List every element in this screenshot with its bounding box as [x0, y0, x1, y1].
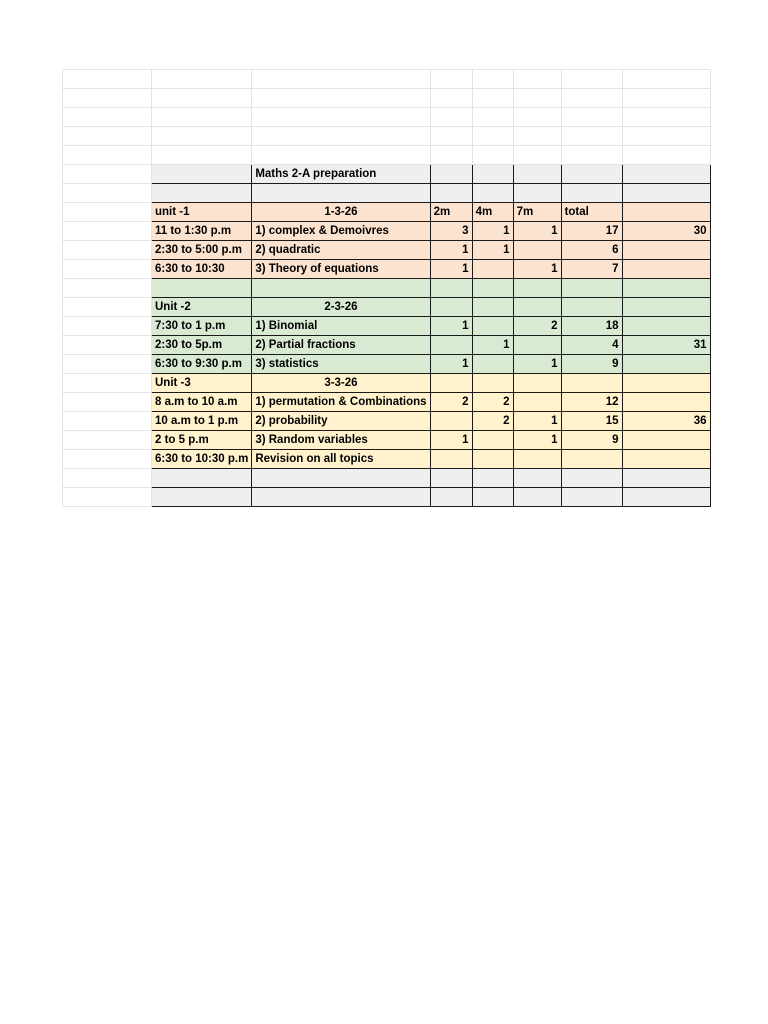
marks-2m-cell[interactable]: 2 — [430, 393, 472, 412]
cell[interactable] — [472, 127, 513, 146]
cell[interactable] — [430, 127, 472, 146]
cell[interactable] — [252, 146, 430, 165]
marks-4m-cell[interactable]: 1 — [472, 336, 513, 355]
total-cell[interactable]: 6 — [561, 241, 622, 260]
cell[interactable] — [561, 108, 622, 127]
topic-cell[interactable]: 2) probability — [252, 412, 430, 431]
cell[interactable] — [63, 89, 152, 108]
topic-cell[interactable]: 1) permutation & Combinations — [252, 393, 430, 412]
cell[interactable] — [472, 374, 513, 393]
cell[interactable] — [152, 89, 252, 108]
cell[interactable] — [63, 279, 152, 298]
cell[interactable] — [622, 298, 710, 317]
cell[interactable] — [63, 70, 152, 89]
cell[interactable] — [472, 165, 513, 184]
cell[interactable] — [252, 108, 430, 127]
total-cell[interactable]: 9 — [561, 431, 622, 450]
cell[interactable] — [513, 298, 561, 317]
cell[interactable] — [252, 184, 430, 203]
marks-2m-cell[interactable] — [430, 336, 472, 355]
cell[interactable] — [472, 184, 513, 203]
cell[interactable] — [63, 374, 152, 393]
cell[interactable] — [152, 165, 252, 184]
cell[interactable] — [561, 146, 622, 165]
marks-4m-cell[interactable] — [472, 355, 513, 374]
cell[interactable] — [63, 165, 152, 184]
unit-total-cell[interactable] — [622, 317, 710, 336]
cell[interactable] — [513, 146, 561, 165]
cell[interactable] — [472, 488, 513, 507]
marks-2m-cell[interactable] — [430, 450, 472, 469]
topic-cell[interactable]: 1) Binomial — [252, 317, 430, 336]
cell[interactable] — [561, 70, 622, 89]
cell[interactable] — [63, 412, 152, 431]
unit-total-cell[interactable] — [622, 260, 710, 279]
cell[interactable] — [472, 146, 513, 165]
unit-date[interactable]: 2-3-26 — [252, 298, 430, 317]
marks-7m-cell[interactable] — [513, 336, 561, 355]
cell[interactable] — [561, 279, 622, 298]
cell[interactable] — [152, 146, 252, 165]
total-cell[interactable]: 12 — [561, 393, 622, 412]
marks-4m-cell[interactable] — [472, 317, 513, 336]
time-cell[interactable]: 2 to 5 p.m — [152, 431, 252, 450]
cell[interactable] — [252, 89, 430, 108]
total-cell[interactable]: 15 — [561, 412, 622, 431]
topic-cell[interactable]: 3) statistics — [252, 355, 430, 374]
header-4m[interactable]: 4m — [472, 203, 513, 222]
cell[interactable] — [622, 146, 710, 165]
marks-4m-cell[interactable] — [472, 431, 513, 450]
unit-total-cell[interactable] — [622, 393, 710, 412]
marks-2m-cell[interactable]: 1 — [430, 317, 472, 336]
topic-cell[interactable]: Revision on all topics — [252, 450, 430, 469]
cell[interactable] — [63, 355, 152, 374]
cell[interactable] — [561, 89, 622, 108]
cell[interactable] — [513, 165, 561, 184]
cell[interactable] — [63, 241, 152, 260]
cell[interactable] — [252, 70, 430, 89]
total-cell[interactable] — [561, 450, 622, 469]
spreadsheet-table — [62, 69, 711, 507]
total-cell[interactable]: 9 — [561, 355, 622, 374]
cell[interactable] — [430, 165, 472, 184]
marks-2m-cell[interactable]: 1 — [430, 241, 472, 260]
cell[interactable] — [152, 279, 252, 298]
cell[interactable] — [152, 469, 252, 488]
marks-7m-cell[interactable] — [513, 393, 561, 412]
marks-2m-cell[interactable]: 1 — [430, 431, 472, 450]
time-cell[interactable]: 6:30 to 10:30 — [152, 260, 252, 279]
cell[interactable] — [513, 469, 561, 488]
cell[interactable] — [561, 184, 622, 203]
time-cell[interactable]: 8 a.m to 10 a.m — [152, 393, 252, 412]
unit-label[interactable]: Unit -2 — [152, 298, 252, 317]
cell[interactable] — [63, 184, 152, 203]
cell[interactable] — [63, 146, 152, 165]
cell[interactable] — [252, 469, 430, 488]
marks-7m-cell[interactable]: 1 — [513, 431, 561, 450]
unit-label[interactable]: unit -1 — [152, 203, 252, 222]
marks-7m-cell[interactable]: 1 — [513, 260, 561, 279]
cell[interactable] — [622, 203, 710, 222]
topic-cell[interactable]: 3) Theory of equations — [252, 260, 430, 279]
cell[interactable] — [561, 127, 622, 146]
cell[interactable] — [430, 279, 472, 298]
cell[interactable] — [63, 317, 152, 336]
cell[interactable] — [430, 184, 472, 203]
total-cell[interactable]: 7 — [561, 260, 622, 279]
topic-cell[interactable]: 2) Partial fractions — [252, 336, 430, 355]
cell[interactable] — [63, 127, 152, 146]
cell[interactable] — [63, 203, 152, 222]
cell[interactable] — [622, 488, 710, 507]
marks-7m-cell[interactable] — [513, 241, 561, 260]
cell[interactable] — [152, 108, 252, 127]
unit-total-cell[interactable]: 31 — [622, 336, 710, 355]
cell[interactable] — [430, 146, 472, 165]
cell[interactable] — [152, 70, 252, 89]
cell[interactable] — [63, 431, 152, 450]
total-cell[interactable]: 4 — [561, 336, 622, 355]
cell[interactable] — [63, 108, 152, 127]
header-7m[interactable]: 7m — [513, 203, 561, 222]
marks-4m-cell[interactable]: 1 — [472, 241, 513, 260]
unit-date[interactable]: 3-3-26 — [252, 374, 430, 393]
cell[interactable] — [430, 108, 472, 127]
marks-4m-cell[interactable]: 1 — [472, 222, 513, 241]
cell[interactable] — [252, 279, 430, 298]
cell[interactable] — [472, 108, 513, 127]
cell[interactable] — [63, 450, 152, 469]
cell[interactable] — [63, 336, 152, 355]
cell[interactable] — [513, 279, 561, 298]
marks-2m-cell[interactable]: 3 — [430, 222, 472, 241]
time-cell[interactable]: 7:30 to 1 p.m — [152, 317, 252, 336]
cell[interactable] — [622, 374, 710, 393]
marks-7m-cell[interactable] — [513, 450, 561, 469]
topic-cell[interactable]: 1) complex & Demoivres — [252, 222, 430, 241]
cell[interactable] — [63, 393, 152, 412]
cell[interactable] — [252, 488, 430, 507]
cell[interactable] — [622, 127, 710, 146]
cell[interactable] — [430, 70, 472, 89]
cell[interactable] — [561, 374, 622, 393]
cell[interactable] — [513, 374, 561, 393]
time-cell[interactable]: 6:30 to 10:30 p.m — [152, 450, 252, 469]
cell[interactable] — [513, 108, 561, 127]
cell[interactable] — [472, 469, 513, 488]
cell[interactable] — [472, 70, 513, 89]
cell[interactable] — [622, 184, 710, 203]
cell[interactable] — [622, 279, 710, 298]
marks-7m-cell[interactable]: 2 — [513, 317, 561, 336]
unit-total-cell[interactable] — [622, 431, 710, 450]
marks-7m-cell[interactable]: 1 — [513, 355, 561, 374]
cell[interactable] — [561, 469, 622, 488]
time-cell[interactable]: 2:30 to 5p.m — [152, 336, 252, 355]
cell[interactable] — [513, 89, 561, 108]
cell[interactable] — [561, 165, 622, 184]
unit-date[interactable]: 1-3-26 — [252, 203, 430, 222]
cell[interactable] — [513, 184, 561, 203]
unit-label[interactable]: Unit -3 — [152, 374, 252, 393]
cell[interactable] — [472, 298, 513, 317]
cell[interactable] — [152, 184, 252, 203]
time-cell[interactable]: 2:30 to 5:00 p.m — [152, 241, 252, 260]
marks-4m-cell[interactable] — [472, 260, 513, 279]
cell[interactable] — [472, 279, 513, 298]
cell[interactable] — [622, 89, 710, 108]
cell[interactable] — [430, 469, 472, 488]
cell[interactable] — [430, 488, 472, 507]
topic-cell[interactable]: 2) quadratic — [252, 241, 430, 260]
header-2m[interactable]: 2m — [430, 203, 472, 222]
marks-2m-cell[interactable]: 1 — [430, 260, 472, 279]
cell[interactable] — [252, 127, 430, 146]
cell[interactable] — [152, 127, 252, 146]
unit-total-cell[interactable]: 30 — [622, 222, 710, 241]
cell[interactable] — [622, 469, 710, 488]
cell[interactable] — [63, 298, 152, 317]
cell[interactable] — [513, 488, 561, 507]
sheet-title[interactable]: Maths 2-A preparation — [252, 165, 430, 184]
marks-7m-cell[interactable]: 1 — [513, 412, 561, 431]
cell[interactable] — [63, 222, 152, 241]
cell[interactable] — [63, 469, 152, 488]
cell[interactable] — [561, 298, 622, 317]
cell[interactable] — [513, 127, 561, 146]
time-cell[interactable]: 6:30 to 9:30 p.m — [152, 355, 252, 374]
marks-4m-cell[interactable] — [472, 450, 513, 469]
marks-4m-cell[interactable]: 2 — [472, 412, 513, 431]
total-cell[interactable]: 18 — [561, 317, 622, 336]
time-cell[interactable]: 10 a.m to 1 p.m — [152, 412, 252, 431]
cell[interactable] — [622, 165, 710, 184]
unit-total-cell[interactable]: 36 — [622, 412, 710, 431]
cell[interactable] — [152, 488, 252, 507]
topic-cell[interactable]: 3) Random variables — [252, 431, 430, 450]
cell[interactable] — [63, 260, 152, 279]
cell[interactable] — [622, 70, 710, 89]
marks-2m-cell[interactable] — [430, 412, 472, 431]
marks-7m-cell[interactable]: 1 — [513, 222, 561, 241]
unit-total-cell[interactable] — [622, 241, 710, 260]
cell[interactable] — [430, 298, 472, 317]
unit-total-cell[interactable] — [622, 450, 710, 469]
unit-total-cell[interactable] — [622, 355, 710, 374]
time-cell[interactable]: 11 to 1:30 p.m — [152, 222, 252, 241]
cell[interactable] — [472, 89, 513, 108]
marks-4m-cell[interactable]: 2 — [472, 393, 513, 412]
marks-2m-cell[interactable]: 1 — [430, 355, 472, 374]
cell[interactable] — [430, 374, 472, 393]
cell[interactable] — [561, 488, 622, 507]
total-cell[interactable]: 17 — [561, 222, 622, 241]
cell[interactable] — [513, 70, 561, 89]
header-total[interactable]: total — [561, 203, 622, 222]
cell[interactable] — [63, 488, 152, 507]
cell[interactable] — [622, 108, 710, 127]
cell[interactable] — [430, 89, 472, 108]
